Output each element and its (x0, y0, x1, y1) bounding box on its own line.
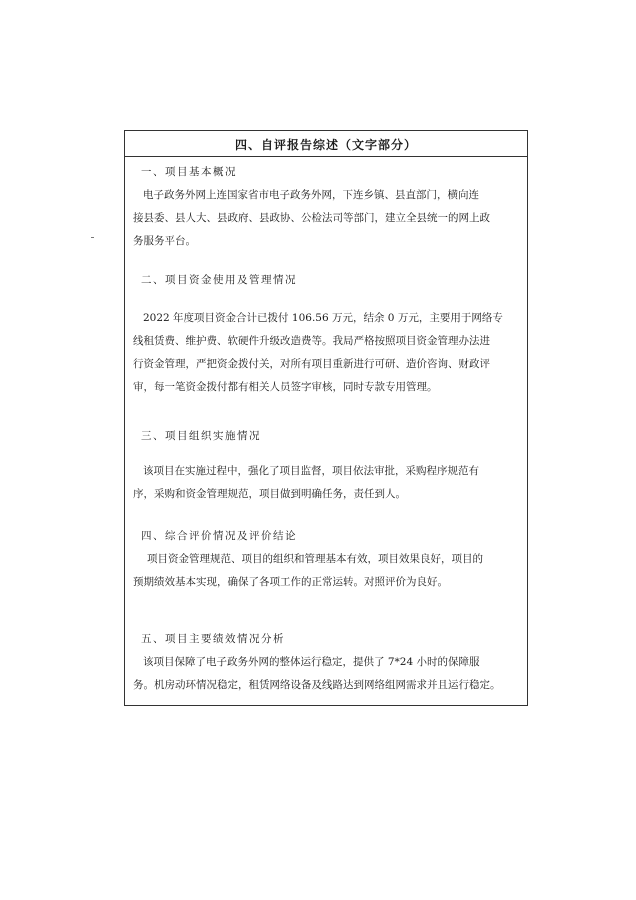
paragraph-line: 序，采购和资金管理规范，项目做到明确任务，责任到人。 (133, 488, 406, 500)
paragraph-line: 线租赁费、维护费、软硬件升级改造费等。我局严格按照项目资金管理办法进 (133, 335, 490, 347)
section-basic-overview (133, 161, 511, 253)
scan-mark (91, 237, 94, 238)
paragraph-line: 项目资金管理规范、项目的组织和管理基本有效，项目效果良好，项目的 (147, 553, 483, 565)
paragraph-line: 2022 年度项目资金合计已拨付 106.56 万元，结余 0 万元，主要用于网络专 (143, 312, 503, 324)
section-heading: 五、项目主要绩效情况分析 (141, 633, 285, 645)
section-fund-usage-body (133, 307, 511, 399)
paragraph-line: 行资金管理，严把资金拨付关，对所有项目重新进行可研、造价咨询、财政评 (133, 358, 490, 370)
report-frame (124, 130, 528, 706)
paragraph-line: 务服务平台。 (133, 235, 196, 247)
paragraph-line: 预期绩效基本实现，确保了各项工作的正常运转。对照评价为良好。 (133, 576, 448, 588)
paragraph-line: 务。机房动环情况稳定，租赁网络设备及线路达到网络组网需求并且运行稳定。 (133, 679, 501, 691)
section-implementation-body (133, 460, 511, 506)
report-title: 四、自评报告综述（文字部分） (125, 131, 527, 157)
section-performance (133, 628, 511, 697)
section-implementation (141, 425, 511, 448)
paragraph-line: 该项目保障了电子政务外网的整体运行稳定，提供了 7*24 小时的保障服 (143, 656, 480, 668)
paragraph-line: 接县委、县人大、县政府、县政协、公检法司等部门，建立全县统一的网上政 (133, 212, 490, 224)
section-heading: 一、项目基本概况 (141, 166, 237, 178)
paragraph-line: 电子政务外网上连国家省市电子政务外网，下连乡镇、县直部门，横向连 (143, 189, 479, 201)
section-heading: 三、项目组织实施情况 (141, 430, 261, 442)
section-heading: 四、综合评价情况及评价结论 (141, 530, 297, 542)
section-fund-usage (141, 269, 511, 292)
section-heading: 二、项目资金使用及管理情况 (141, 274, 297, 286)
paragraph-line: 审，每一笔资金拨付都有相关人员签字审核，同时专款专用管理。 (133, 381, 438, 393)
paragraph-line: 该项目在实施过程中，强化了项目监督，项目依法审批，采购程序规范有 (143, 465, 479, 477)
section-evaluation (133, 525, 511, 594)
